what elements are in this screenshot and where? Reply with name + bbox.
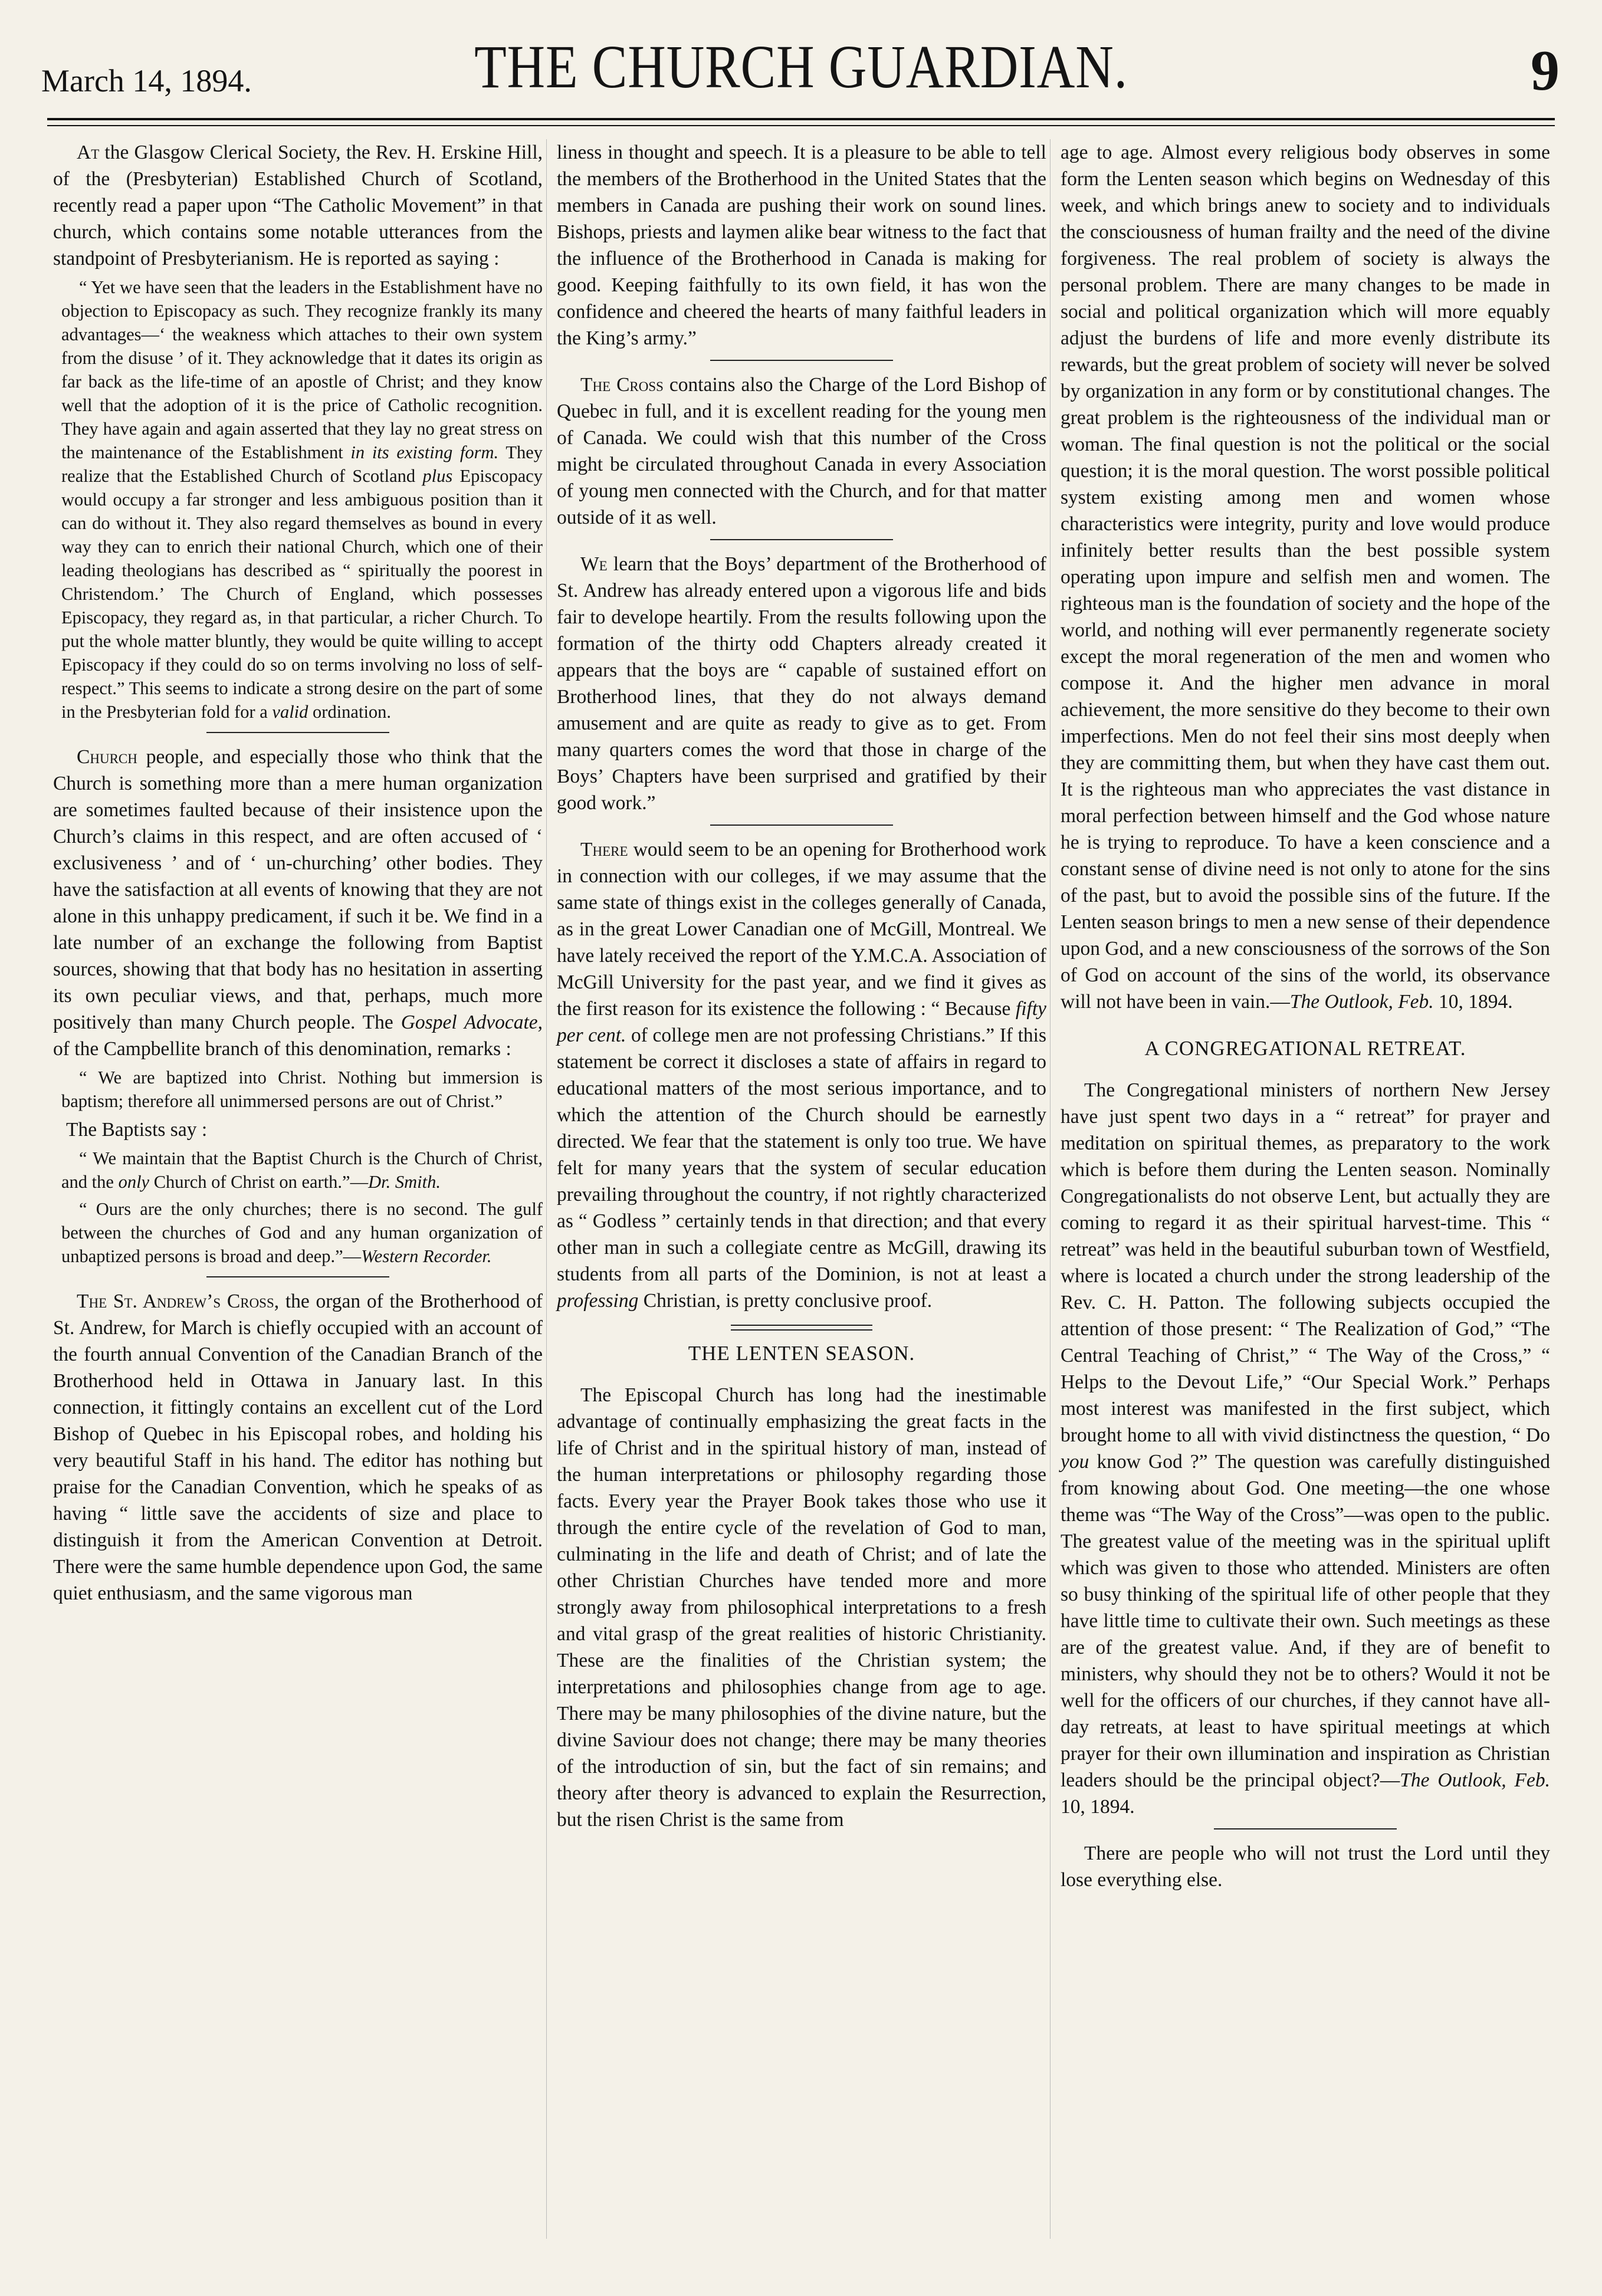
column-rule [1050, 139, 1051, 2239]
quote-source: The Outlook, Feb. [1289, 991, 1434, 1013]
lead-word: There [580, 839, 628, 860]
paragraph-text: of the Campbellite branch of this denomination, remarks : [53, 1038, 511, 1060]
lead-word: The St. Andrew’s Cross, [77, 1290, 280, 1312]
quote-text: “ Yet we have seen that the leaders in the Establishment have no objection to Episcopacy as such. They recognize frankly its many advantages—‘ the weakness which attaches to their own system from the disuse ’ of it. They acknowledge that it dates its origin as far back as the life-time of an apostle of Christ; and they know well that the adoption of it is the price of Catholic recognition. They have again and again asserted that they lay no great stress on the maintenance of the Establishment [61, 277, 543, 462]
source-date: 10, 1894. [1061, 1796, 1135, 1818]
paragraph-text: would seem to be an opening for Brotherhood work in connection with our colleges, if we may assume that the same state of things exist in the colleges generally of Canada, as in the great Lower Canadian one of McGill, Montreal. We have lately received the report of the Y.M.C.A. Association of McGill University for the past year, and we find it gives as the first reason for its existence the following : “ Because [557, 839, 1047, 1020]
paragraph-text: age to age. Almost every religious body observes in some form the Lenten season which begins on Wednesday of this week, and which brings anew to society and to individuals the consciousness of human frailty and the need of the divine forgiveness. The real problem of society is always the personal problem. There are many changes to be made in social and political organization which will more equably adjust the burdens of life and more evenly distribute its rewards, but the great problem of society will never be solved by organization in any form or by constitutional changes. The great problem is the righteousness of the individual man or woman. The final question is not the political or the social question; it is the moral question. The worst possible political system existing among men and women whose characteristics were integrity, purity and love would produce infinitely better results than the best possible system operating upon impure and selfish men and women. The righteous man is the foundation of society and the hope of the world, and nothing will ever permanently regenerate society except the moral regeneration of the men and women who compose it. And the higher men advance in moral achievement, the more sensitive do they become to their own imperfections. Men do not feel their sins most deeply when they are committing them, but when they have cast them out. It is the righteous man who appreciates the vast distance in moral perfection between himself and the God whose nature he is trying to reproduce. To have a keen conscience and a constant sense of divine need is not only to atone for the sins of the past, but to avoid the possible sins of the future. If the Lenten season brings to men a new sense of their dependence upon God, and a new consciousness of the sorrows of the Son of God on account of the sins of the world, its observance will not have been in vain.— [1061, 142, 1550, 1013]
paragraph-continued [1061, 139, 1550, 1015]
quote-source: The Outlook, Feb. [1400, 1769, 1550, 1791]
emphasis: Gospel Advocate, [400, 1011, 543, 1033]
emphasis: in its existing form. [350, 442, 499, 462]
quotation: “ We are baptized into Christ. Nothing but immersion is baptism; therefore all unimmersed persons are out of Christ.” [61, 1067, 543, 1111]
article-congregational-retreat [1061, 1077, 1550, 1820]
paragraph-text: Christian, is pretty conclusive proof. [643, 1290, 933, 1312]
paragraph-continued: liness in thought and speech. It is a pleasure to be able to tell the members of the Brotherhood in the United States that the members in Canada are pushing their work on sound lines. Bishops, priests and laymen alike bear witness to the fact that the influence of the Brotherhood in Canada is making for good. Keeping faithfully to its own field, it has won the confidence and cheered the hearts of many faithful leaders in the King’s army.” [557, 142, 1046, 349]
article-cross-charge [557, 372, 1046, 531]
section-separator [206, 1276, 389, 1277]
article-colleges [557, 836, 1046, 1314]
column-rule [546, 139, 547, 2239]
emphasis: professing [557, 1290, 639, 1312]
lead-word: At [77, 142, 100, 163]
lead-word: The Cross [580, 374, 664, 396]
section-separator [1214, 1828, 1397, 1829]
lead-word: Church [77, 746, 137, 768]
quote-source: Western Recorder. [361, 1246, 492, 1266]
paragraph-text: of college men are not professing Christians.” If this statement be correct it discloses a state of affairs in regard to educational matters of the most serious importance, and to which the attention of the Church should be earnestly directed. We fear that the statement is only too true. We have felt for many years that the system of secular education prevailing throughout the country, if not rightly characterized as “ Godless ” certainly tends in that direction; and that every other man in such a collegiate centre as McGill, drawing its students from all parts of the Dominion, is not at least a [557, 1024, 1046, 1285]
article-church-people [53, 744, 543, 1062]
quote-text: They realize that the Established Church of Scotland [61, 442, 543, 486]
issue-date: March 14, 1894. [41, 63, 252, 98]
paragraph-text: The Baptists say : [66, 1119, 208, 1141]
article-boys-department [557, 551, 1046, 816]
masthead-rule-thin [47, 125, 1555, 126]
paragraph-text: learn that the Boys’ department of the Brotherhood of St. Andrew has already entered upon a vigorous life and bids fair to develope heartily. From the results following upon the formation of the thirty odd Chapters already created it appears that the boys are “ capable of sustained effort on Brotherhood lines, that they do not always demand amusement and are quite as ready to give as to get. From many quarters comes the word that those in charge of the Boys’ Chapters have been surprised and gratified by their good work.” [557, 553, 1047, 814]
heading-congregational-retreat: A CONGREGATIONAL RETREAT. [1144, 1037, 1466, 1060]
paragraph-text: The Congregational ministers of northern New Jersey have just spent two days in a “ retreat” for prayer and meditation on spiritual themes, as preparatory to the work which is before them during the Lenten season. Nominally Congregationalists do not observe Lent, but actually they are coming to regard it as their spiritual harvest-time. This “ retreat” was held in the beautiful suburban town of Westfield, where is located a church under the strong leadership of the Rev. C. H. Patton. The following subjects occupied the attention of those present: “ The Realization of God,” “The Central Teaching of Christ,” “ The Way of the Cross,” “ Helps to the Devout Life,” “Our Special Work.” Perhaps most interest was manifested in the first subject, which brought home to all with vivid distinctness the question, “ Do [1061, 1079, 1550, 1446]
quotation [61, 1197, 543, 1268]
column-3 [1061, 139, 1550, 1897]
section-separator [710, 539, 893, 540]
quote-text: ordination. [313, 702, 392, 722]
closing-remark: There are people who will not trust the Lord until they lose everything else. [1061, 1842, 1550, 1891]
quote-text: Church of Christ on earth.”— [153, 1172, 369, 1192]
quote-text: Episcopacy would occupy a far stronger and less ambiguous position than it can do without it. They also regard themselves as bound in every way they can to enrich their national Church, which one of their leading theologians has described as “ spiritually the poorest in Christendom.’ The Church of England, which possesses Episcopacy, they regard as, in that particular, a richer Church. To put the whole matter bluntly, they would be quite willing to accept Episcopacy if they could do so on terms involving no loss of self-respect.” This seems to indicate a strong desire on the part of some in the Presbyterian fold for a [61, 466, 543, 722]
emphasis: only [118, 1172, 150, 1192]
section-separator [206, 732, 389, 733]
article-lenten-season: The Episcopal Church has long had the inestimable advantage of continually emphasizing the great facts in the life of Christ and in the spiritual history of man, instead of the human interpretations or philosophy regarding those facts. Every year the Prayer Book takes those who use it through the entire cycle of the revelation of God to man, culminating in the life and death of Christ; and of late the other Christian Churches have tended more and more strongly away from philosophical interpretations to a fresh and vital grasp of the great realities of historic Christianity. These are the finalities of the Christian system; the interpretations and philosophies change from age to age. There may be many philosophies of the divine nature, but the divine Saviour does not change; there may be many theories of the introduction of sin, but the fact of sin remains; and theory after theory is advanced to explain the Resurrection, but the risen Christ is the same from [557, 1384, 1046, 1831]
lead-word: We [580, 553, 608, 575]
quotation [61, 275, 543, 724]
paragraph-text: people, and especially those who think that the Church is something more than a mere human organization are sometimes faulted because of their insistence upon the Church’s claims in this respect, and are often accused of ‘ exclusiveness ’ and of ‘ un-churching’ other bodies. They have the satisfaction at all events of knowing that they are not alone in this unhappy predicament, if such it be. We find in a late number of an exchange the following from Baptist sources, showing that that body has no hesitation in asserting its own peculiar views, and that, perhaps, much more positively than many Church people. The [53, 746, 543, 1033]
quote-source: Dr. Smith. [368, 1172, 441, 1192]
paragraph-text: the Glasgow Clerical Society, the Rev. H. Erskine Hill, of the (Presbyterian) Established Church of Scotland, recently read a paper upon “The Catholic Movement” in that church, which contains some notable utterances from the standpoint of Presbyterianism. He is reported as saying : [53, 142, 543, 270]
emphasis: you [1061, 1451, 1089, 1473]
section-separator [710, 360, 893, 361]
quote-text: “ Ours are the only churches; there is no second. The gulf between the churches of God and any human organization of unbaptized persons is broad and deep.”— [61, 1199, 543, 1266]
article-glasgow-intro [53, 139, 543, 272]
heading-lenten-season: THE LENTEN SEASON. [688, 1342, 915, 1365]
quote-text: “ We maintain that the Baptist Church is the Church of Christ, and the [61, 1148, 543, 1192]
paragraph-text: the organ of the Brotherhood of St. Andrew, for March is chiefly occupied with an account of the fourth annual Convention of the Canadian Branch of the Brotherhood held in Ottawa in January last. In this connection, it fittingly contains an excellent cut of the Lord Bishop of Quebec in his Episcopal robes, and holding his very beautiful Staff in his hand. The editor has nothing but praise for the Canadian Convention, which he speaks of as having “ little save the accidents of size and place to distinguish it from the American Convention at Detroit. There were the same humble dependence upon God, the same quiet enthusiasm, and the same vigorous man [53, 1290, 543, 1604]
source-date: 10, 1894. [1439, 991, 1513, 1013]
newspaper-title: THE CHURCH GUARDIAN. [474, 33, 1128, 101]
double-separator [731, 1325, 872, 1331]
masthead [35, 27, 1567, 116]
emphasis: plus [422, 466, 453, 486]
paragraph-text: know God ?” The question was carefully distinguished from knowing about God. One meeting—the one whose theme was “The Way of the Cross”—was open to the public. The greatest value of the meeting was in the spiritual uplift which was given to those who attended. Ministers are often so busy thinking of the spiritual life of other people that they have little time to cultivate their own. Such meetings as these are of the greatest value. And, if they are of benefit to ministers, why should they not be to others? Would it not be well for the officers of our churches, if they cannot have all-day retreats, at least to have spiritual meetings at which prayer for their own illumination and inspiration as Christian leaders should be the principal object?— [1061, 1451, 1550, 1791]
paragraph-text: contains also the Charge of the Lord Bishop of Quebec in full, and it is excellent reading for the young men of Canada. We could wish that this number of the Cross might be circulated throughout Canada in every Association of young men connected with the Church, and for that matter outside of it as well. [557, 374, 1046, 528]
page-number: 9 [1531, 39, 1560, 103]
column-2 [557, 139, 1046, 1837]
quotation [61, 1147, 543, 1194]
column-1 [53, 139, 543, 1610]
emphasis: valid [272, 702, 308, 722]
emphasis: fifty per cent. [557, 998, 1047, 1046]
section-separator [710, 825, 893, 826]
masthead-rule [47, 118, 1555, 120]
article-st-andrews-cross [53, 1288, 543, 1607]
